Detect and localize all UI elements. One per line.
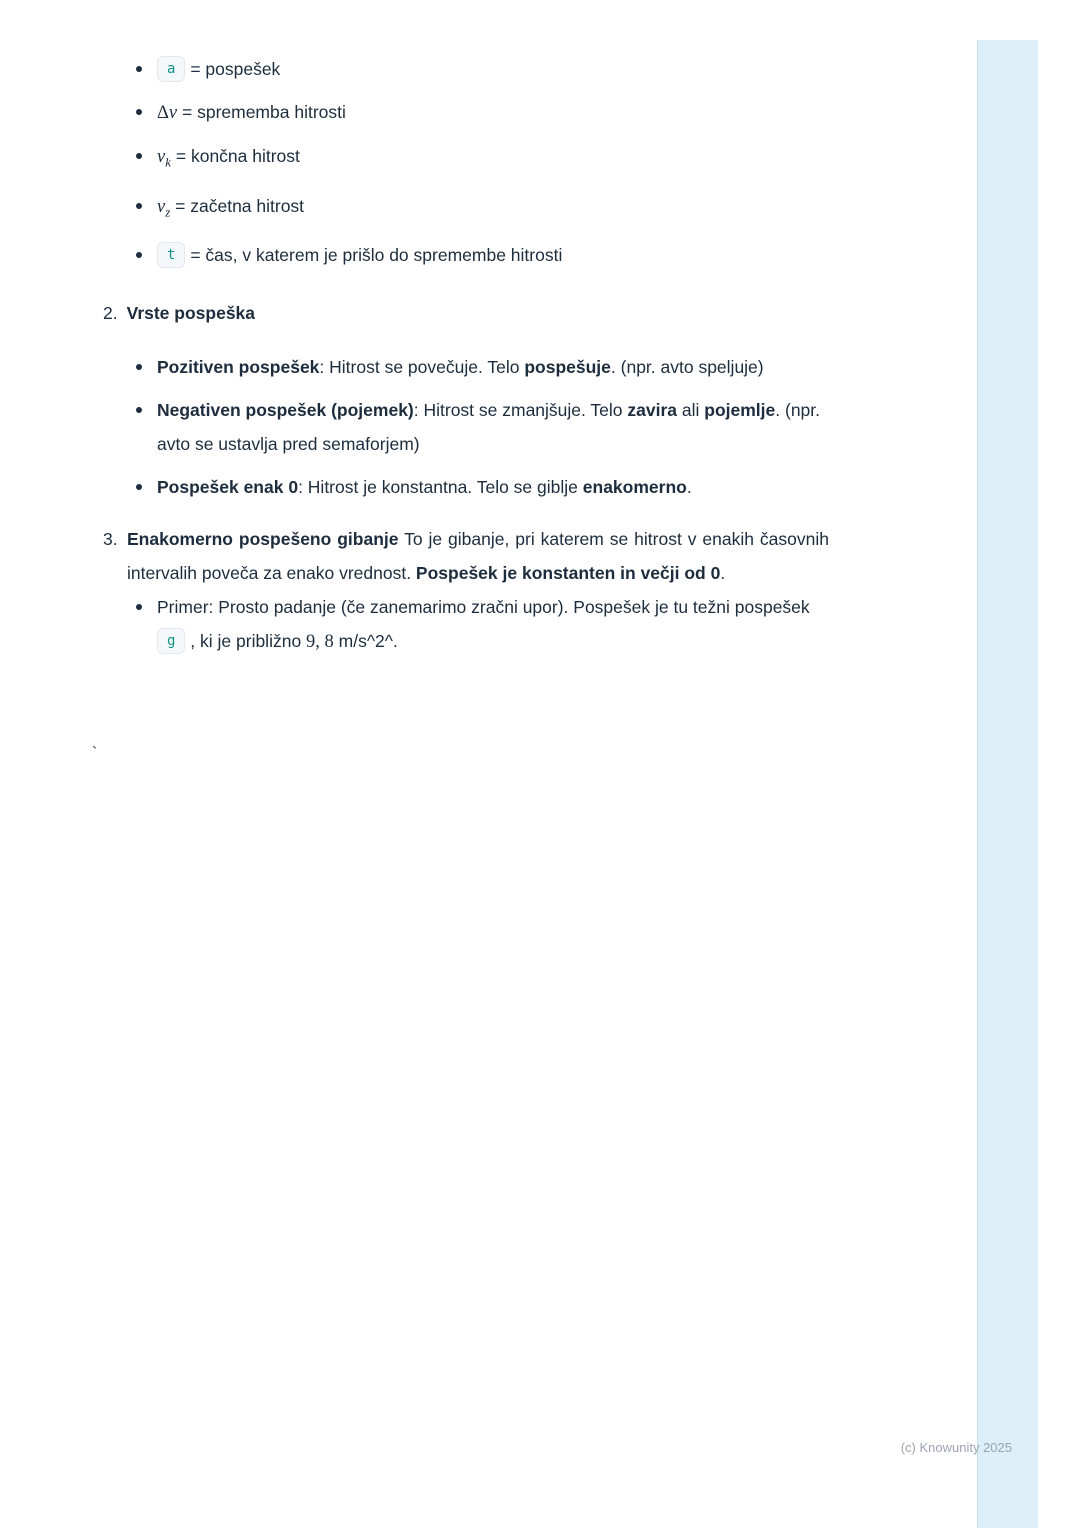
text-segment: Negativen pospešek (pojemek): [157, 400, 414, 421]
variable-v: v: [168, 103, 178, 123]
text-segment: . (npr. avto se ustavlja pred semaforjem): [157, 400, 821, 455]
definition-item: [103, 52, 829, 86]
text-segment: : Hitrost se zmanjšuje. Telo: [413, 400, 628, 421]
copyright-text: (c) Knowunity 2025: [900, 1440, 1012, 1455]
section-2-heading: [103, 296, 829, 330]
variable-v: v: [157, 196, 166, 217]
definition-item: [103, 95, 829, 130]
type-item: [103, 350, 829, 384]
text-segment: zavira: [627, 400, 678, 421]
text-segment: : Hitrost je konstantna. Telo se giblje: [298, 477, 583, 498]
variable-v: v: [157, 147, 166, 167]
text-segment: pojemlje: [704, 400, 776, 421]
text-segment: . (npr. avto speljuje): [610, 357, 764, 378]
math-symbol: [157, 147, 171, 170]
definition-text: = končna hitrost: [175, 146, 300, 166]
code-symbol: g: [167, 633, 176, 650]
text-segment: : Hitrost se povečuje. Telo: [319, 357, 525, 378]
text-segment: Enakomerno pospešeno gibanje: [127, 529, 399, 550]
notes-content: [103, 52, 829, 668]
example-item: [103, 590, 829, 659]
inline-code-chip: [157, 628, 185, 654]
subscript: z: [165, 204, 171, 220]
delta-glyph: Δ: [157, 103, 169, 123]
definition-item: [103, 189, 829, 230]
code-symbol: a: [167, 61, 176, 77]
stray-backtick: `: [92, 745, 98, 762]
text-segment: m/s^2^.: [333, 631, 398, 652]
text-segment: To je gibanje, pri katerem se hitrost v enakih časovnih intervalih poveča za enako vrednost.: [127, 529, 829, 584]
text-segment: pospešuje: [524, 357, 611, 378]
text-segment: ali: [677, 400, 705, 421]
definition-text: = pospešek: [190, 59, 281, 79]
text-segment: Pozitiven pospešek: [157, 357, 320, 378]
inline-code-chip: [157, 56, 185, 82]
text-segment: Pospešek enak 0: [157, 477, 299, 498]
example-list: [103, 590, 829, 659]
math-number: 9, 8: [306, 632, 334, 653]
types-list: [103, 350, 829, 504]
definition-text: = čas, v katerem je prišlo do spremembe hitrosti: [190, 245, 563, 266]
section-number: 3.: [103, 529, 118, 550]
subscript: k: [165, 154, 171, 170]
inline-code-chip: [157, 242, 185, 268]
text-segment: Primer: Prosto padanje (če zanemarimo zračni upor). Pospešek je tu težni pospešek: [157, 597, 810, 618]
section-number: 2.: [103, 303, 118, 324]
text-segment: Pospešek je konstanten in večji od 0: [415, 563, 721, 584]
section-3-text: [127, 522, 829, 590]
definition-text: = sprememba hitrosti: [182, 102, 346, 122]
text-segment: enakomerno: [582, 477, 687, 498]
definition-item: [103, 139, 829, 180]
math-symbol: [157, 196, 171, 220]
math-symbol: [157, 103, 177, 123]
code-symbol: t: [167, 247, 176, 264]
text-segment: .: [686, 477, 692, 498]
section-title: Vrste pospeška: [126, 303, 256, 324]
page-edge-stripe: [977, 40, 1038, 1528]
text-segment: .: [720, 563, 726, 584]
type-item: [103, 393, 829, 461]
definitions-list: [103, 52, 829, 272]
text-segment: , ki je približno: [185, 631, 307, 652]
section-3-paragraph: [103, 522, 829, 590]
definition-item: [103, 238, 829, 272]
definition-text: = začetna hitrost: [175, 195, 305, 216]
type-item: [103, 470, 829, 504]
